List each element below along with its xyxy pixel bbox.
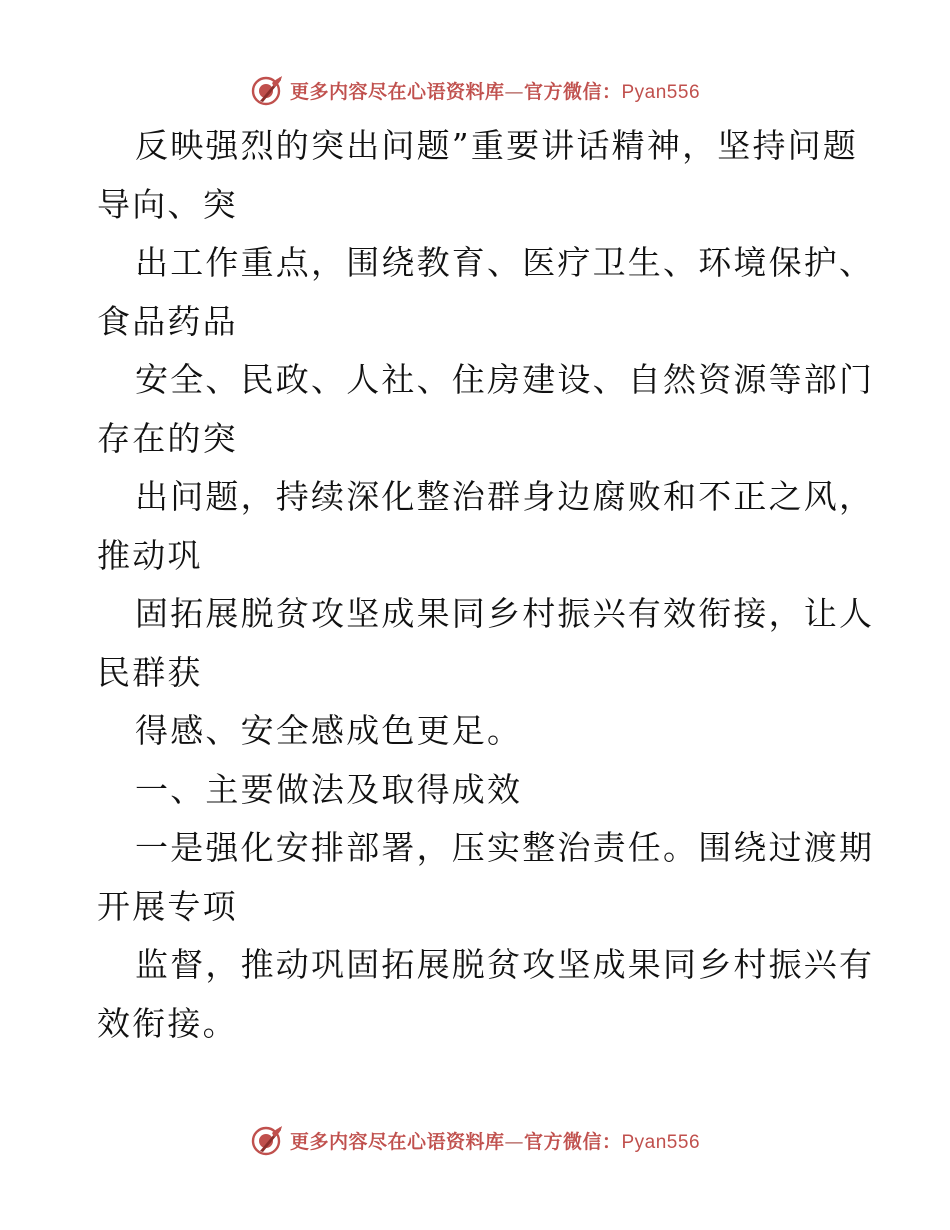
footer-separator: — xyxy=(504,1130,524,1153)
footer-banner-text xyxy=(290,1127,700,1154)
document-body xyxy=(97,117,875,1053)
paragraph-line: 民群获 xyxy=(97,652,203,692)
paragraph-line: 得感、安全感成色更足。 xyxy=(135,711,523,750)
footer-wechat-id: Pyan556 xyxy=(621,1131,701,1153)
quill-pen-logo-icon xyxy=(250,1123,284,1157)
header-separator: — xyxy=(504,80,524,103)
paragraph-line: 反映强烈的突出问题”重要讲话精神，坚持问题 xyxy=(135,126,859,165)
paragraph-line: 出问题，持续深化整治群身边腐败和不正之风， xyxy=(135,477,875,516)
header-wechat-id: Pyan556 xyxy=(621,81,701,103)
paragraph-line: 效衔接。 xyxy=(97,1003,238,1043)
footer-wechat-label: 官方微信： xyxy=(523,1130,622,1153)
paragraph-line: 安全、民政、人社、住房建设、自然资源等部门 xyxy=(135,360,875,399)
paragraph-line: 出工作重点，围绕教育、医疗卫生、环境保护、 xyxy=(135,243,875,282)
paragraph-line: 推动巩 xyxy=(97,535,203,575)
paragraph-line: 一、主要做法及取得成效 xyxy=(135,769,523,809)
quill-pen-logo-icon xyxy=(250,73,284,107)
footer-banner xyxy=(0,1120,950,1160)
header-wechat-label: 官方微信： xyxy=(523,80,622,103)
header-banner xyxy=(0,70,950,110)
header-banner-text xyxy=(290,77,700,104)
paragraph-line: 存在的突 xyxy=(97,418,238,458)
paragraph-line: 食品药品 xyxy=(97,301,238,341)
header-brand: 更多内容尽在心语资料库 xyxy=(289,80,505,103)
paragraph-line: 监督，推动巩固拓展脱贫攻坚成果同乡村振兴有 xyxy=(135,945,875,984)
paragraph-line: 固拓展脱贫攻坚成果同乡村振兴有效衔接，让人 xyxy=(135,594,875,633)
paragraph-line: 开展专项 xyxy=(97,886,238,926)
footer-brand: 更多内容尽在心语资料库 xyxy=(289,1130,505,1153)
paragraph-line: 一是强化安排部署，压实整治责任。围绕过渡期 xyxy=(135,828,875,867)
paragraph-line: 导向、突 xyxy=(97,184,238,224)
